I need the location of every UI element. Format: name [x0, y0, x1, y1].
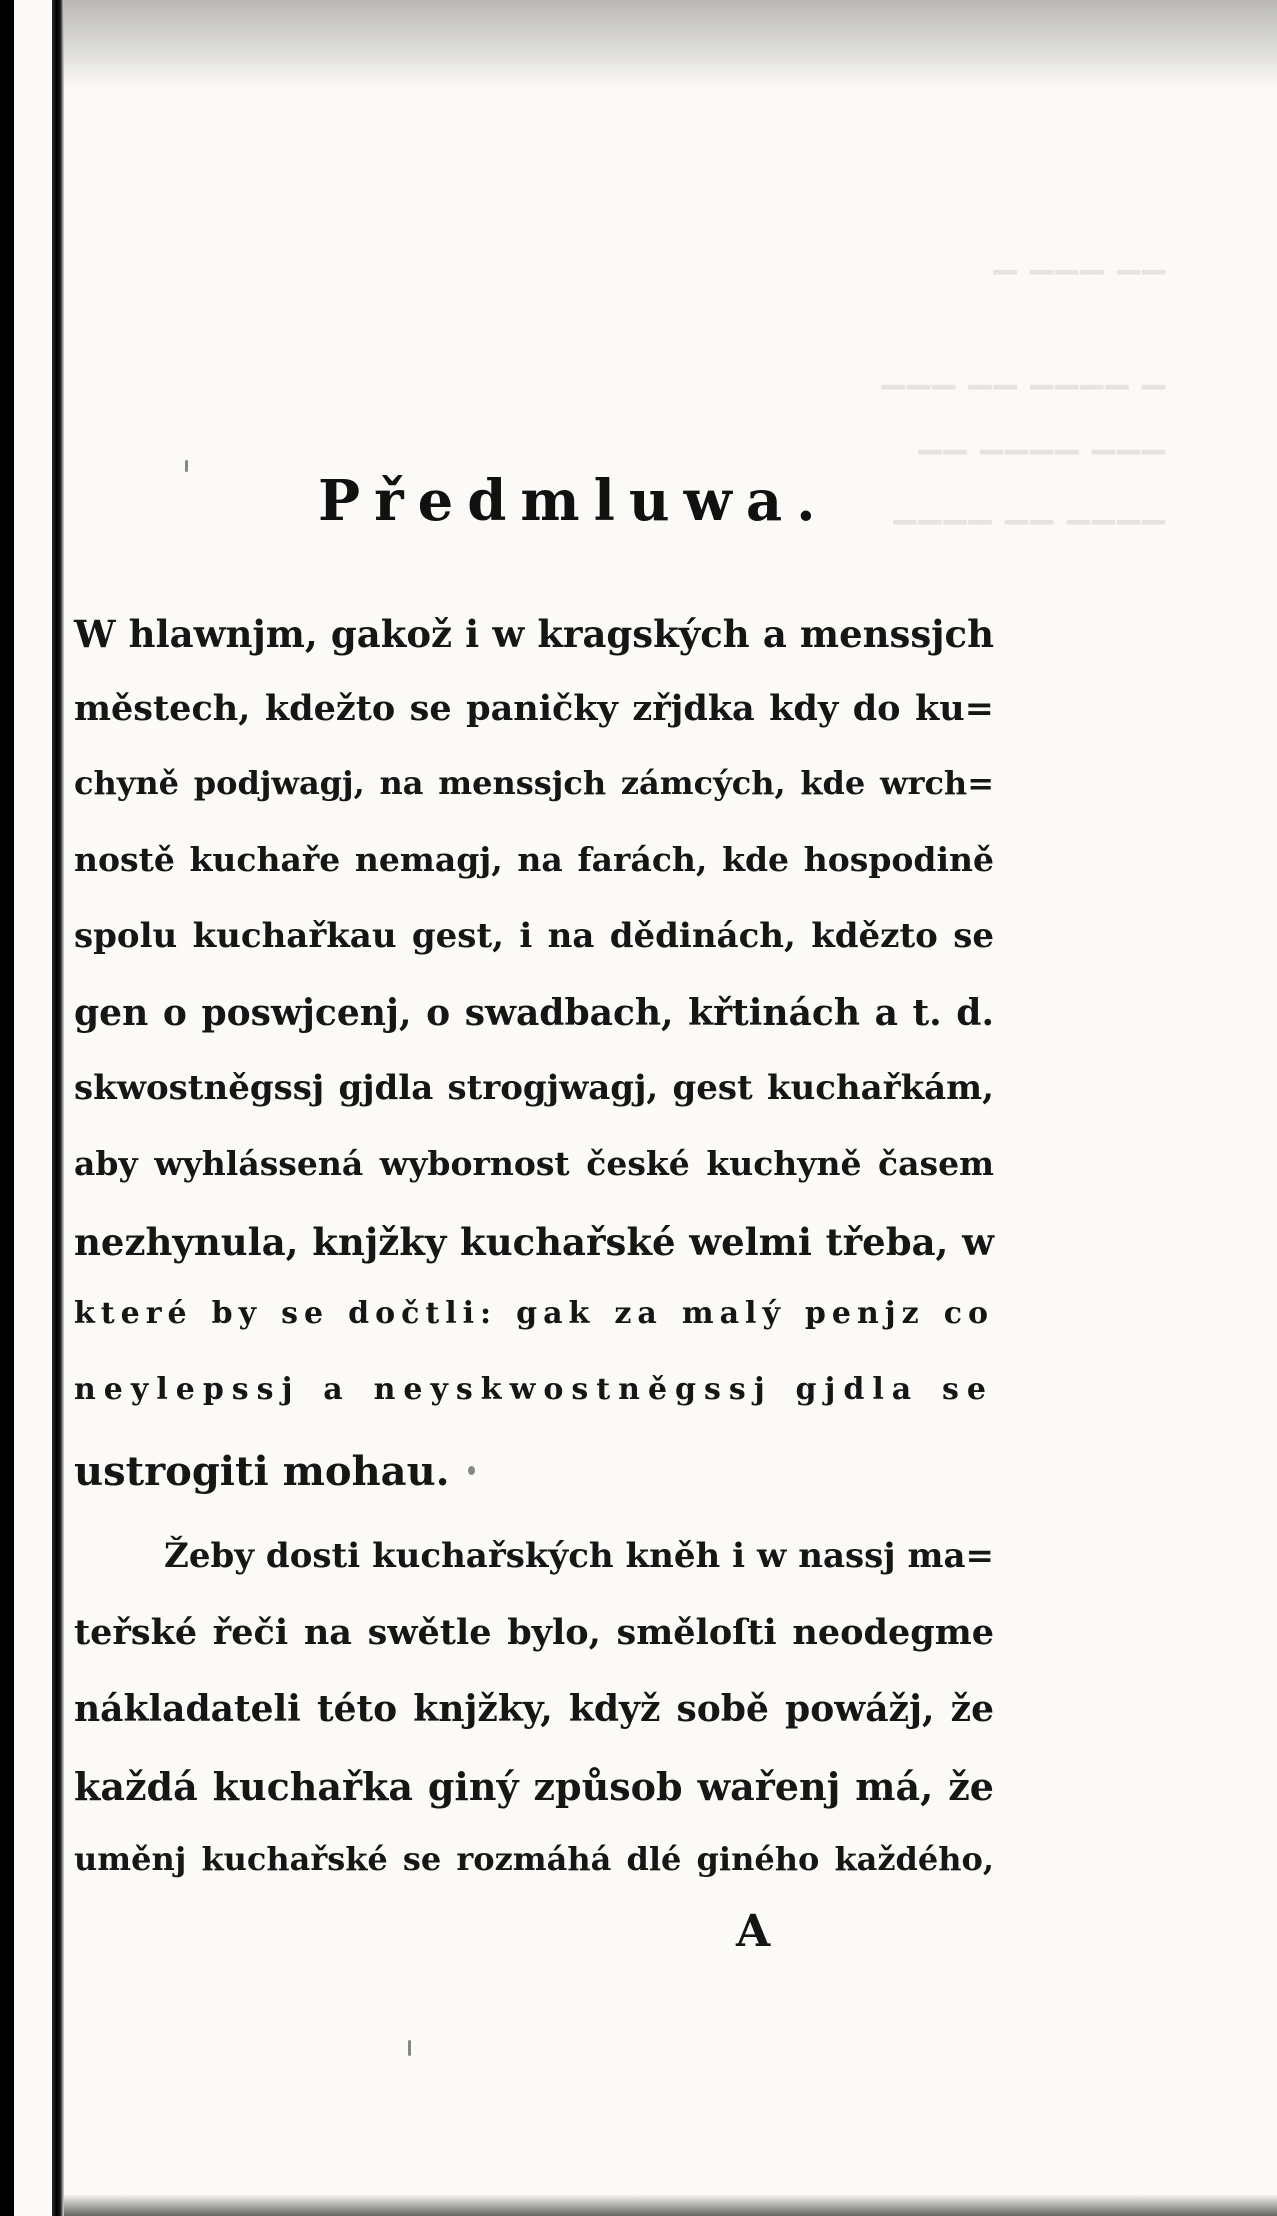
- text-line: teřské řeči na swětle bylo, směloſti neodegme: [74, 1612, 994, 1653]
- text-line: nostě kuchaře nemagj, na farách, kde hospodině: [74, 840, 994, 879]
- text-line: ustrogiti mohau.: [74, 1448, 450, 1495]
- text-line: každá kuchařka giný způsob wařenj má, že: [74, 1764, 994, 1809]
- bleed-through-mark: ▁▁▁ ▁▁ ▁▁▁▁ ▁: [881, 355, 1167, 390]
- bleed-through-mark: ▁▁▁▁ ▁▁ ▁▁▁▁: [893, 490, 1167, 525]
- bleed-through-mark: ▁▁ ▁▁▁▁ ▁▁▁: [918, 420, 1167, 455]
- text-line: aby wyhlássená wybornost české kuchyně časem: [74, 1144, 994, 1183]
- top-edge-shadow: [64, 0, 1277, 90]
- text-line: W hlawnjm, gakož i w kragských a menssjch: [74, 612, 994, 656]
- gutter-shadow: [52, 0, 64, 2216]
- bottom-edge-shadow: [64, 2194, 1277, 2216]
- text-line: gen o poswjcenj, o swadbach, křtinách a t. d.: [74, 992, 994, 1034]
- text-line: městech, kdežto se paničky zřjdka kdy do ku=: [74, 688, 994, 729]
- text-line: neylepssj a neyskwostněgssj gjdla se: [74, 1372, 994, 1407]
- text-line: Žeby dosti kuchařských kněh i w nassj ma=: [164, 1536, 994, 1576]
- text-line: uměnj kuchařské se rozmáhá dlé giného každého,: [74, 1840, 994, 1878]
- text-line: nákladateli této knjžky, když sobě powážj, že: [74, 1688, 994, 1730]
- page-title: Předmluwa.: [318, 468, 830, 534]
- ink-speck: [408, 2040, 411, 2056]
- ink-speck: [185, 460, 188, 472]
- text-line: nezhynula, knjžky kuchařské welmi třeba, w: [74, 1220, 994, 1264]
- binding-edge: [0, 0, 14, 2216]
- text-line: skwostněgssj gjdla strogjwagj, gest kuchařkám,: [74, 1068, 994, 1108]
- bleed-through-mark: ▁ ▁▁▁ ▁▁: [993, 240, 1167, 275]
- text-line: spolu kuchařkau gest, i na dědinách, kdězto se: [74, 916, 994, 956]
- signature-mark: A: [736, 1906, 771, 1957]
- text-line: které by se dočtli: gak za malý penjz co: [74, 1296, 994, 1331]
- text-line: chyně podjwagj, na menssjch zámcých, kde wrch=: [74, 764, 994, 802]
- ink-speck: [468, 1466, 475, 1475]
